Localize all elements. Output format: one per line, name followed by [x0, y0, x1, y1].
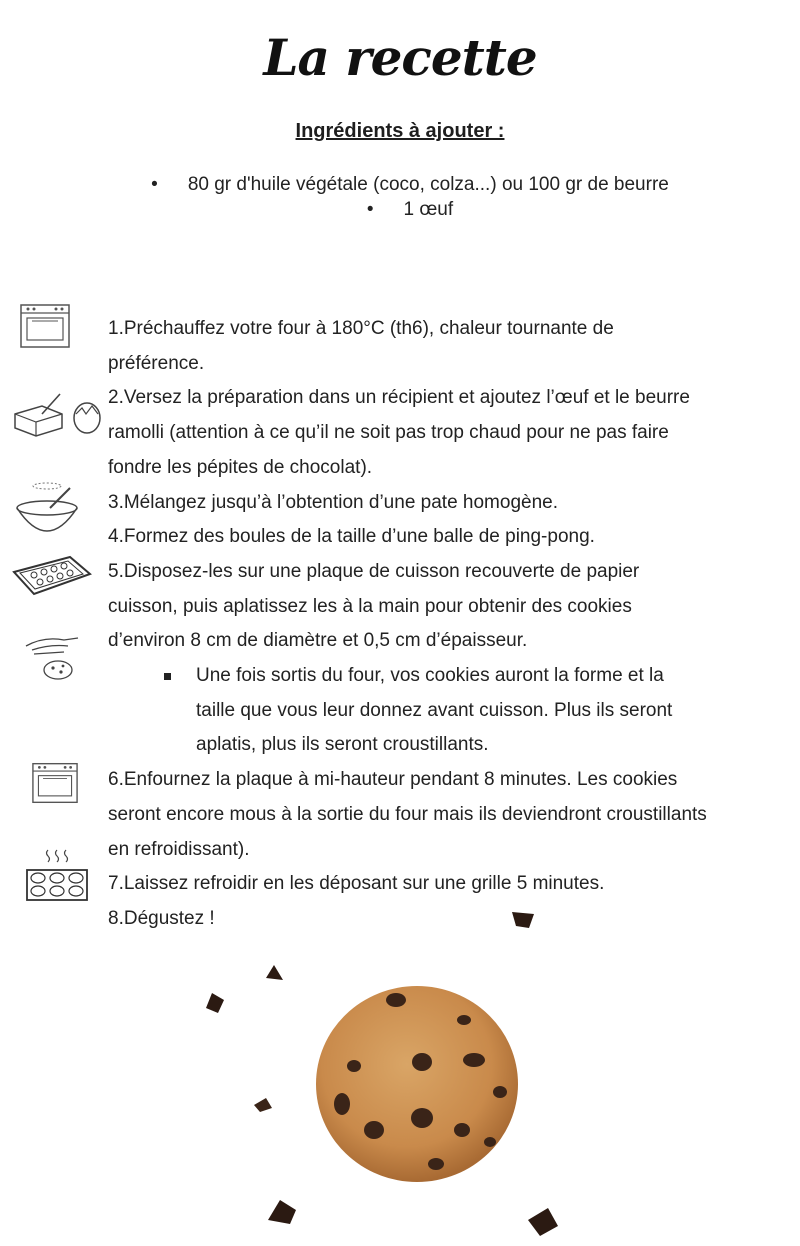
ingredients-heading: Ingrédients à ajouter : — [295, 120, 505, 142]
chocolate-chip — [264, 1198, 298, 1226]
chocolate-chip — [204, 992, 226, 1014]
oven-icon — [32, 762, 78, 804]
cooling-rack-icon — [24, 846, 90, 904]
chocolate-chip — [264, 964, 284, 982]
ingredient-item: • 80 gr d'huile végétale (coco, colza...) ou 100 gr de beurre — [151, 174, 669, 195]
flatten-hand-icon — [24, 632, 82, 682]
cookie-illustration — [314, 984, 520, 1184]
step-5: 5.Disposez-les sur une plaque de cuisson recouverte de papier cuisson, puis aplatissez les à la main pour obtenir des cookies d’environ 8 cm de diamètre et 0,5 cm d’épaisseur. — [108, 560, 640, 652]
mixing-bowl-icon — [14, 478, 80, 536]
chocolate-chip — [510, 910, 536, 930]
step-6: 6.Enfournez la plaque à mi-hauteur pendant 8 minutes. Les cookies seront encore mous à la sortie du four mais ils deviendront croustillants en refroidissant). — [108, 769, 707, 860]
chocolate-chip — [526, 1206, 560, 1238]
baking-tray-icon — [10, 554, 94, 598]
butter-egg-icon — [12, 392, 102, 438]
square-bullet-icon — [164, 673, 171, 680]
ingredient-item: • 1 œuf — [366, 199, 454, 220]
step-8: 8.Dégustez ! — [108, 907, 215, 929]
bullet-icon: • — [151, 174, 158, 195]
ingredients-list — [130, 172, 690, 222]
step-3: 3.Mélangez jusqu’à l’obtention d’une pate homogène. — [108, 491, 558, 513]
step-7: 7.Laissez refroidir en les déposant sur une grille 5 minutes. — [108, 873, 605, 895]
page-title: La recette — [263, 28, 537, 87]
recipe-steps — [108, 312, 708, 937]
chocolate-chip — [252, 1096, 274, 1114]
step-1: 1.Préchauffez votre four à 180°C (th6), chaleur tournante de préférence. — [108, 318, 614, 374]
step-5-note: Une fois sortis du four, vos cookies auront la forme et la taille que vous leur donnez avant cuisson. Plus ils seront aplatis, plus ils seront croustillants. — [196, 659, 708, 763]
step-4: 4.Formez des boules de la taille d’une balle de ping-pong. — [108, 526, 595, 548]
step-2: 2.Versez la préparation dans un récipient et ajoutez l’œuf et le beurre ramolli (attention à ce qu’il ne soit pas trop chaud pour ne pas faire fondre les pépites de chocolat). — [108, 387, 690, 478]
oven-icon — [20, 304, 70, 348]
bullet-icon: • — [366, 199, 374, 220]
